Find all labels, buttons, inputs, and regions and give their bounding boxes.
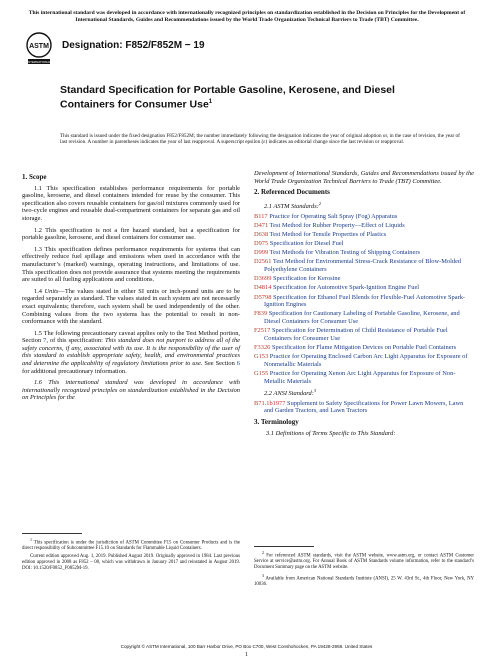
astm-reference-list bbox=[254, 213, 474, 386]
footnote-3 bbox=[254, 573, 474, 588]
reference-title-link[interactable]: Specification for Diesel Fuel bbox=[268, 240, 344, 248]
terminology-heading: 3. Terminology bbox=[254, 418, 299, 426]
reference-code-link[interactable]: D2561 bbox=[254, 258, 272, 266]
reference-title-link[interactable]: Practice for Operating Xenon Arc Light Apparatus for Exposure of Non-Metallic Materials bbox=[264, 369, 456, 385]
scope-para-1-3: 1.3 This specification defines performance requirements for systems that can effectively reduce fuel spillage and emissions when used in accordance with the manufacturer’s (marked) warnings, operating instructions, and limitations of use. This specification does not provide assurance that systems meeting the requirements are suited to all fueling applications and conditions. bbox=[22, 245, 240, 284]
astm-standards-label bbox=[264, 200, 474, 211]
reference-code-link[interactable]: F3326 bbox=[254, 343, 271, 351]
reference-title-link[interactable]: Practice for Operating Salt Spray (Fog) Apparatus bbox=[267, 212, 398, 220]
reference-code-link[interactable]: D3699 bbox=[254, 275, 272, 283]
scope-para-1-6: 1.6 This international standard was developed in accordance with internationally recognized principles on standardization established in the Decision on Principles for the bbox=[22, 379, 240, 402]
scope-heading: 1. Scope bbox=[22, 173, 47, 181]
left-column bbox=[22, 170, 240, 406]
right-column bbox=[254, 170, 474, 441]
reference-item bbox=[254, 240, 474, 248]
footnote-text: Available from American National Standards Institute (ANSI), 25 W. 43rd St., 4th Floor, New York, NY 10036. bbox=[254, 576, 474, 588]
text: for additional precautionary information. bbox=[22, 367, 127, 375]
section-link[interactable]: 7 bbox=[43, 337, 47, 345]
page-number: 1 bbox=[245, 652, 248, 658]
safety-caveat: This standard does not purport to address all of the safety concerns, if any, associated with its use. It is the responsibility of the user of this standard to establish appropriate safety, health, and environmental practices and determine the applicability of regulatory limitations prior to use. bbox=[22, 337, 240, 368]
footnote-1 bbox=[22, 537, 240, 552]
reference-item bbox=[254, 275, 474, 283]
reference-item bbox=[254, 258, 474, 273]
reference-code-link[interactable]: D5798 bbox=[254, 293, 272, 301]
footnote-marker: 2 bbox=[262, 550, 264, 555]
label: 2.1 ASTM Standards: bbox=[264, 202, 319, 210]
reference-code-link[interactable]: B71.1b1977 bbox=[254, 399, 286, 407]
reference-title-link[interactable]: Supplement to Safety Specifications for Power Lawn Mowers, Lawn and Garden Tractors, and Lawn Tractors bbox=[264, 399, 464, 415]
footnote-2 bbox=[254, 550, 474, 571]
footnote-marker: 3 bbox=[262, 572, 264, 578]
title-text: Standard Specification for Portable Gasoline, Kerosene, and Diesel Containers for Consumer Use bbox=[60, 84, 395, 111]
reference-code-link[interactable]: B117 bbox=[254, 212, 268, 220]
references-heading: 2. Referenced Documents bbox=[254, 188, 330, 197]
copyright-footer: Copyright © ASTM International, 100 Barr Harbor Drive, PO Box C700, West Conshohocken, PA 19428-2959. United States bbox=[120, 644, 373, 649]
reference-code-link[interactable]: D975 bbox=[254, 240, 269, 248]
reference-item bbox=[254, 400, 474, 415]
reference-title-link[interactable]: Test Method for Environmental Stress-Crack Resistance of Blow-Molded Polyethylene Containers bbox=[264, 258, 462, 274]
footnote-text: This specification is under the jurisdiction of ASTM Committee F15 on Consumer Products and is the direct responsibility of Subcommittee F15.10 on Standards for Flammable Liquid Containers. bbox=[22, 540, 240, 552]
section-link[interactable]: 6 bbox=[236, 360, 240, 368]
reference-item bbox=[254, 344, 474, 352]
reference-code-link[interactable]: F2517 bbox=[254, 327, 271, 335]
reference-title-link[interactable]: Specification for Determination of Child Resistance of Portable Fuel Containers for Consumer Use bbox=[264, 327, 448, 342]
reference-code-link[interactable]: G155 bbox=[254, 369, 269, 377]
reference-title-link[interactable]: Test Methods for Vibration Testing of Shipping Containers bbox=[268, 249, 420, 257]
svg-text:ASTM: ASTM bbox=[29, 43, 49, 50]
reference-title-link[interactable]: Specification for Flame Mitigation Devices on Portable Fuel Containers bbox=[270, 343, 457, 351]
reference-item bbox=[254, 213, 474, 221]
scope-para-1-1: 1.1 This specification establishes performance requirements for portable gasoline, kerosene, and diesel containers intended for reuse by the consumer. This specification also covers reusable containers for gas/oil mixtures commonly used for two-cycle engines and reusable dual-compartment containers for separate gas and oil storage. bbox=[22, 184, 240, 222]
text: 1.5 The following precautionary caveat applies only to the Test Method portion, Section bbox=[22, 329, 240, 345]
reference-title-link[interactable]: Specification for Kerosine bbox=[271, 275, 341, 283]
para-label: 1.4 bbox=[34, 287, 45, 295]
footnote-divider bbox=[254, 546, 314, 547]
units-text: —The values stated in either SI units or inch-pound units are to be regarded separately as standard. The values stated in each system are not necessarily exact equivalents; therefore, each system shall be used independently of the other. Combining values from the two systems has the potential to result in non-conformance with the standard. bbox=[22, 287, 240, 326]
ansi-standard-label bbox=[264, 387, 474, 398]
ansi-reference-list bbox=[254, 400, 474, 415]
units-label: Units bbox=[44, 287, 59, 295]
reference-title-link[interactable]: Specification for Automotive Spark-Ignition Engine Fuel bbox=[271, 284, 420, 292]
reference-item bbox=[254, 249, 474, 257]
reference-code-link[interactable]: G153 bbox=[254, 353, 269, 361]
issuance-note: This standard is issued under the fixed designation F852/F852M; the number immediately following the designation indicates the year of original adoption or, in the case of revision, the year of last revision. A number in parentheses indicates the year of last reapproval. A superscript epsilon (ε) indicates an editorial change since the last revision or reapproval. bbox=[60, 133, 460, 146]
development-notice: This international standard was developed in accordance with internationally recognized principles on standardization established in the Decision on Principles for the Development of International Standards, Guides and Recommendations issued by the World Trade Organization Technical Barriers to Trade (TBT) Committee. bbox=[28, 10, 466, 23]
reference-title-link[interactable]: Specification for Ethanol Fuel Blends for Flexible-Fuel Automotive Spark-Ignition Engines bbox=[264, 293, 466, 309]
scope-para-1-4 bbox=[22, 288, 240, 326]
footnote-ref[interactable]: 2 bbox=[318, 200, 322, 206]
reference-code-link[interactable]: D4814 bbox=[254, 284, 272, 292]
reference-title-link[interactable]: Test Method for Rubber Property—Effect of Liquids bbox=[268, 221, 405, 229]
footnote-ref[interactable]: 3 bbox=[313, 388, 317, 394]
reference-title-link[interactable]: Specification for Cautionary Labeling of Portable Gasoline, Kerosene, and Diesel Containers for Consumer Use bbox=[264, 310, 460, 325]
reference-item bbox=[254, 370, 474, 385]
footnote-marker: 1 bbox=[30, 537, 32, 542]
reference-code-link[interactable]: F839 bbox=[254, 310, 268, 318]
footnote-divider bbox=[22, 533, 82, 534]
footnotes-right bbox=[254, 550, 474, 588]
reference-item bbox=[254, 353, 474, 368]
reference-item bbox=[254, 310, 474, 325]
footnote-1-edition: Current edition approved Aug. 1, 2019. Published August 2019. Originally approved in 1984. Last previous edition approved in 2008 as F852 – 08, which was withdrawn in January 2017 and reinstated in August 2019. DOI: 10.1520/F0852_F0852M-19. bbox=[22, 554, 240, 571]
designation: Designation: F852/F852M − 19 bbox=[62, 40, 205, 51]
reference-item bbox=[254, 284, 474, 292]
reference-code-link[interactable]: D999 bbox=[254, 249, 269, 257]
astm-logo bbox=[26, 32, 52, 68]
reference-item bbox=[254, 294, 474, 309]
reference-title-link[interactable]: Test Method for Tensile Properties of Plastics bbox=[268, 230, 387, 238]
terminology-para-3-1: 3.1 Definitions of Terms Specific to This Standard: bbox=[266, 429, 396, 437]
scope-para-1-6-cont: Development of International Standards, Guides and Recommendations issued by the World Trade Organization Technical Barriers to Trade (TBT) Committee. bbox=[254, 170, 474, 185]
reference-title-link[interactable]: Practice for Operating Enclosed Carbon Arc Light Apparatus for Exposure of Nonmetallic Materials bbox=[264, 353, 468, 368]
scope-para-1-2: 1.2 This specification is not a fire hazard standard, but a specification for portable gasoline, kerosene, and diesel containers for consumer use. bbox=[22, 226, 240, 242]
page-title bbox=[60, 84, 440, 111]
reference-item bbox=[254, 327, 474, 342]
footnote-text: For referenced ASTM standards, visit the ASTM website, www.astm.org, or contact ASTM Customer Service at service@astm.org. For Annual Book of ASTM Standards volume information, refer to the standard’s Document Summary page on the ASTM website. bbox=[254, 553, 474, 571]
scope-para-1-5 bbox=[22, 330, 240, 376]
title-footnote-ref[interactable]: 1 bbox=[208, 99, 213, 105]
reference-item bbox=[254, 222, 474, 230]
reference-item bbox=[254, 231, 474, 239]
footnotes-left bbox=[22, 537, 240, 572]
reference-code-link[interactable]: D638 bbox=[254, 230, 269, 238]
text: See Section bbox=[202, 360, 237, 368]
reference-code-link[interactable]: D471 bbox=[254, 221, 269, 229]
text: , of this specification: bbox=[46, 337, 105, 345]
logo-text: INTERNATIONAL bbox=[27, 60, 51, 64]
label: 2.2 ANSI Standard: bbox=[264, 390, 314, 398]
